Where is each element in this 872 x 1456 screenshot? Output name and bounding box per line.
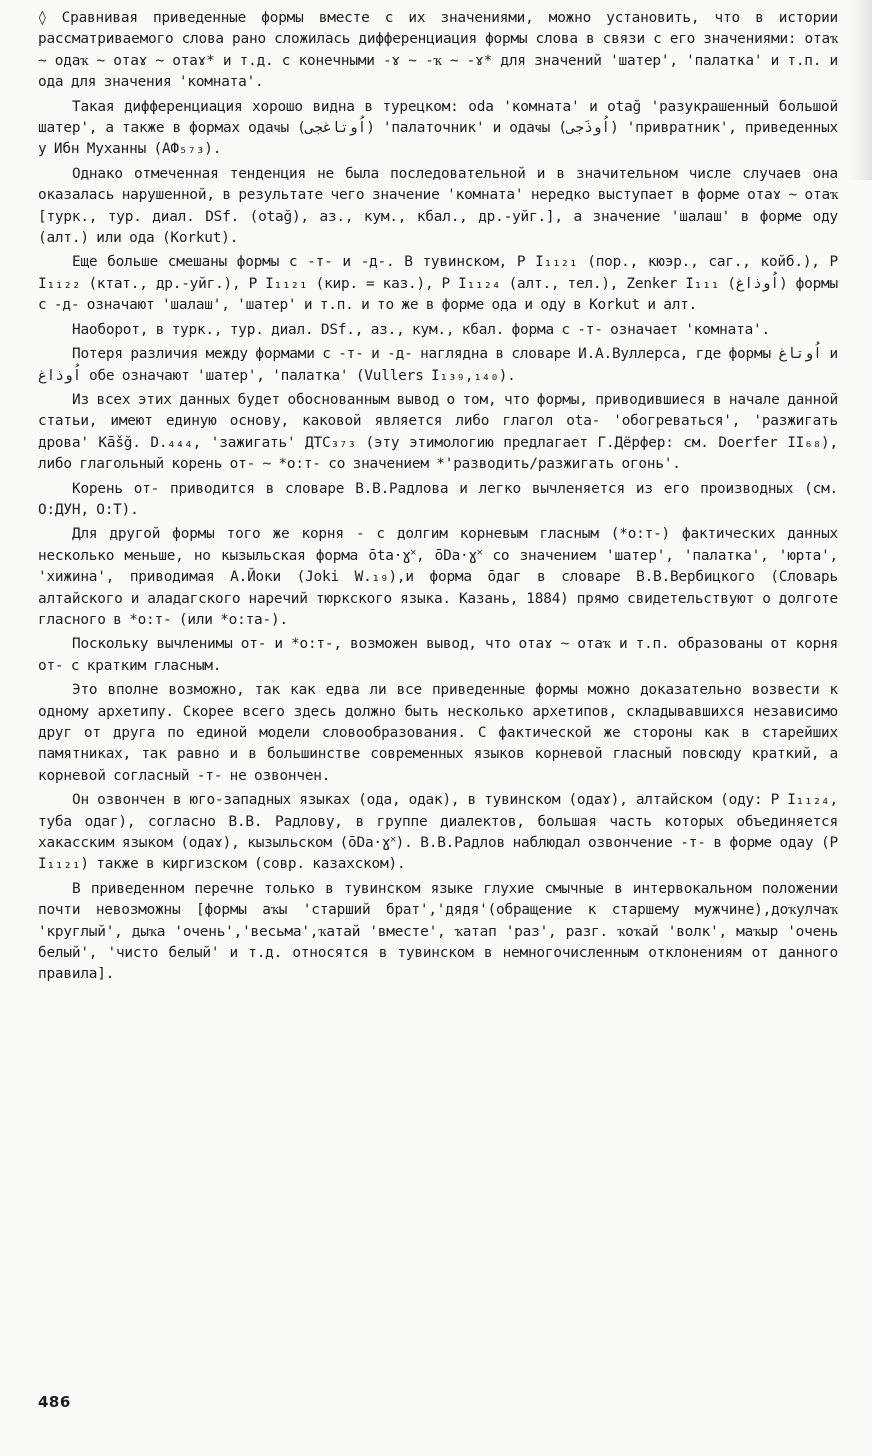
paragraph-12: Он озвончен в юго-западных языках (ода, одак), в тувинском (одаɤ), алтайском (оду: Р I₁₁₂₄, туба одаг), согласно В.В. Радлову, в группе диалектов, большая часть которых объединяется хакасским языком (одаɤ), кызыльском (ōDa·ɣ˟). В.В.Радлов наблюдал озвончение -т- в форме одау (Р I₁₁₂₁) также в киргизском (совр. казахском). <box>38 792 838 873</box>
document-body <box>38 8 838 989</box>
paragraph-9: Для другой формы того же корня - с долгим корневым гласным (*о:т-) фактических данных несколько меньше, но кызыльская форма ōta·ɣ˟, ōDa·ɣ˟ со значением 'шатер', 'палатка', 'юрта', 'хижина', приводимая А.Йоки (Joki W.₁₉),и форма ōдаг в словаре В.В.Вербицкого (Словарь алтайского и аладагского наречий тюркского языка. Казань, 1884) прямо свидетельствуют о долготе гласного в *о:т- (или *о:та-). <box>38 526 838 628</box>
page-edge-shadow <box>850 0 872 180</box>
paragraph-13: В приведенном перечне только в тувинском языке глухие смычные в интервокальном положении почти невозможны [формы аҡы 'старший брат','дядя'(обращение к старшему мужчине),доҡулчаҡ 'круглый', дыҡа 'очень','весьма',ҡатай 'вместе', ҡатап 'раз', разг. ҡоҡай 'волк', маҡыр 'очень белый', 'чисто белый' и т.д. относятся в тувинском в немногочисленным отклонениям от данного правила]. <box>38 880 838 983</box>
paragraph-2: Такая дифференциация хорошо видна в турецком: oda 'комната' и otağ 'разукрашенный большой шатер', а также в формах одаҹы (اُوتاغجی) 'палаточник' и одаҹы (اُوذَجی) 'привратник', приведенных у Ибн Муханны (АФ₅₇₃). <box>38 98 838 158</box>
paragraph-8: Корень от- приводится в словаре В.В.Радлова и легко вычленяется из его производных (см. О:ДУН, О:Т). <box>38 480 838 518</box>
paragraph-3: Однако отмеченная тенденция не была последовательной и в значительном числе случаев она оказалась нарушенной, в результате чего значение 'комната' нередко выступает в форме отаɤ ~ отаҡ [турк., тур. диал. DSf. (otağ), аз., кум., кбал., др.-уйг.], а значение 'шалаш' в форме оду (алт.) или ода (Korkut). <box>38 165 838 247</box>
paragraph-6: Потеря различия между формами с -т- и -д- наглядна в словаре И.А.Вуллерса, где формы اُوتاغ и اُوذاغ обе означают 'шатер', 'палатка' (Vullers I₁₃₉,₁₄₀). <box>38 346 838 384</box>
paragraph-7: Из всех этих данных будет обоснованным вывод о том, что формы, приводившиеся в начале данной статьи, имеют единую основу, каковой является либо глагол ota- 'обогреваться', 'разжигать дрова' Kāšğ. D.₄₄₄, 'зажигать' ДТС₃₇₃ (эту этимологию предлагает Г.Дёрфер: см. Doerfer II₆₈), либо глагольный корень от- ~ *о:т- со значением *'разводить/разжигать огонь'. <box>38 391 838 473</box>
paragraph-10: Поскольку вычленимы от- и *о:т-, возможен вывод, что отаɤ ~ отаҡ и т.п. образованы от корня от- с кратким гласным. <box>38 636 838 674</box>
page-number: 486 <box>38 1393 71 1411</box>
paragraph-5: Наоборот, в турк., тур. диал. DSf., аз., кум., кбал. форма с -т- означает 'комната'. <box>72 321 770 338</box>
paragraph-4: Еще больше смешаны формы с -т- и -д-. В тувинском, Р I₁₁₂₁ (пор., кюэр., саг., койб.), Р I₁₁₂₂ (ктат., др.-уйг.), Р I₁₁₂₁ (кир. = каз.), Р I₁₁₂₄ (алт., тел.), Zenker I₁₁₁ (اُوذاغ) формы с -д- означают 'шалаш', 'шатер' и т.п. и то же в форме ода и оду в Korkut и алт. <box>38 254 838 314</box>
paragraph-1: ◊ Сравнивая приведенные формы вместе с их значениями, можно установить, что в истории рассматриваемого слова рано сложилась дифференциация формы слова в связи с его значениями: отаҡ ~ одаҡ ~ отаɤ ~ отаɤ* и т.д. с конечными -ɤ ~ -ҡ ~ -ɤ* для значений 'шатер', 'палатка' и т.п. и ода для значения 'комната'. <box>38 10 838 91</box>
paragraph-11: Это вполне возможно, так как едва ли все приведенные формы можно доказательно возвести к одному архетипу. Скорее всего здесь должно быть несколько архетипов, складывавшихся независимо друг от друга по единой модели словообразования. С фактической же стороны как в старейших памятниках, так равно и в большинстве современных языков корневой гласный повсюду краткий, а корневой согласный -т- не озвончен. <box>38 682 838 784</box>
